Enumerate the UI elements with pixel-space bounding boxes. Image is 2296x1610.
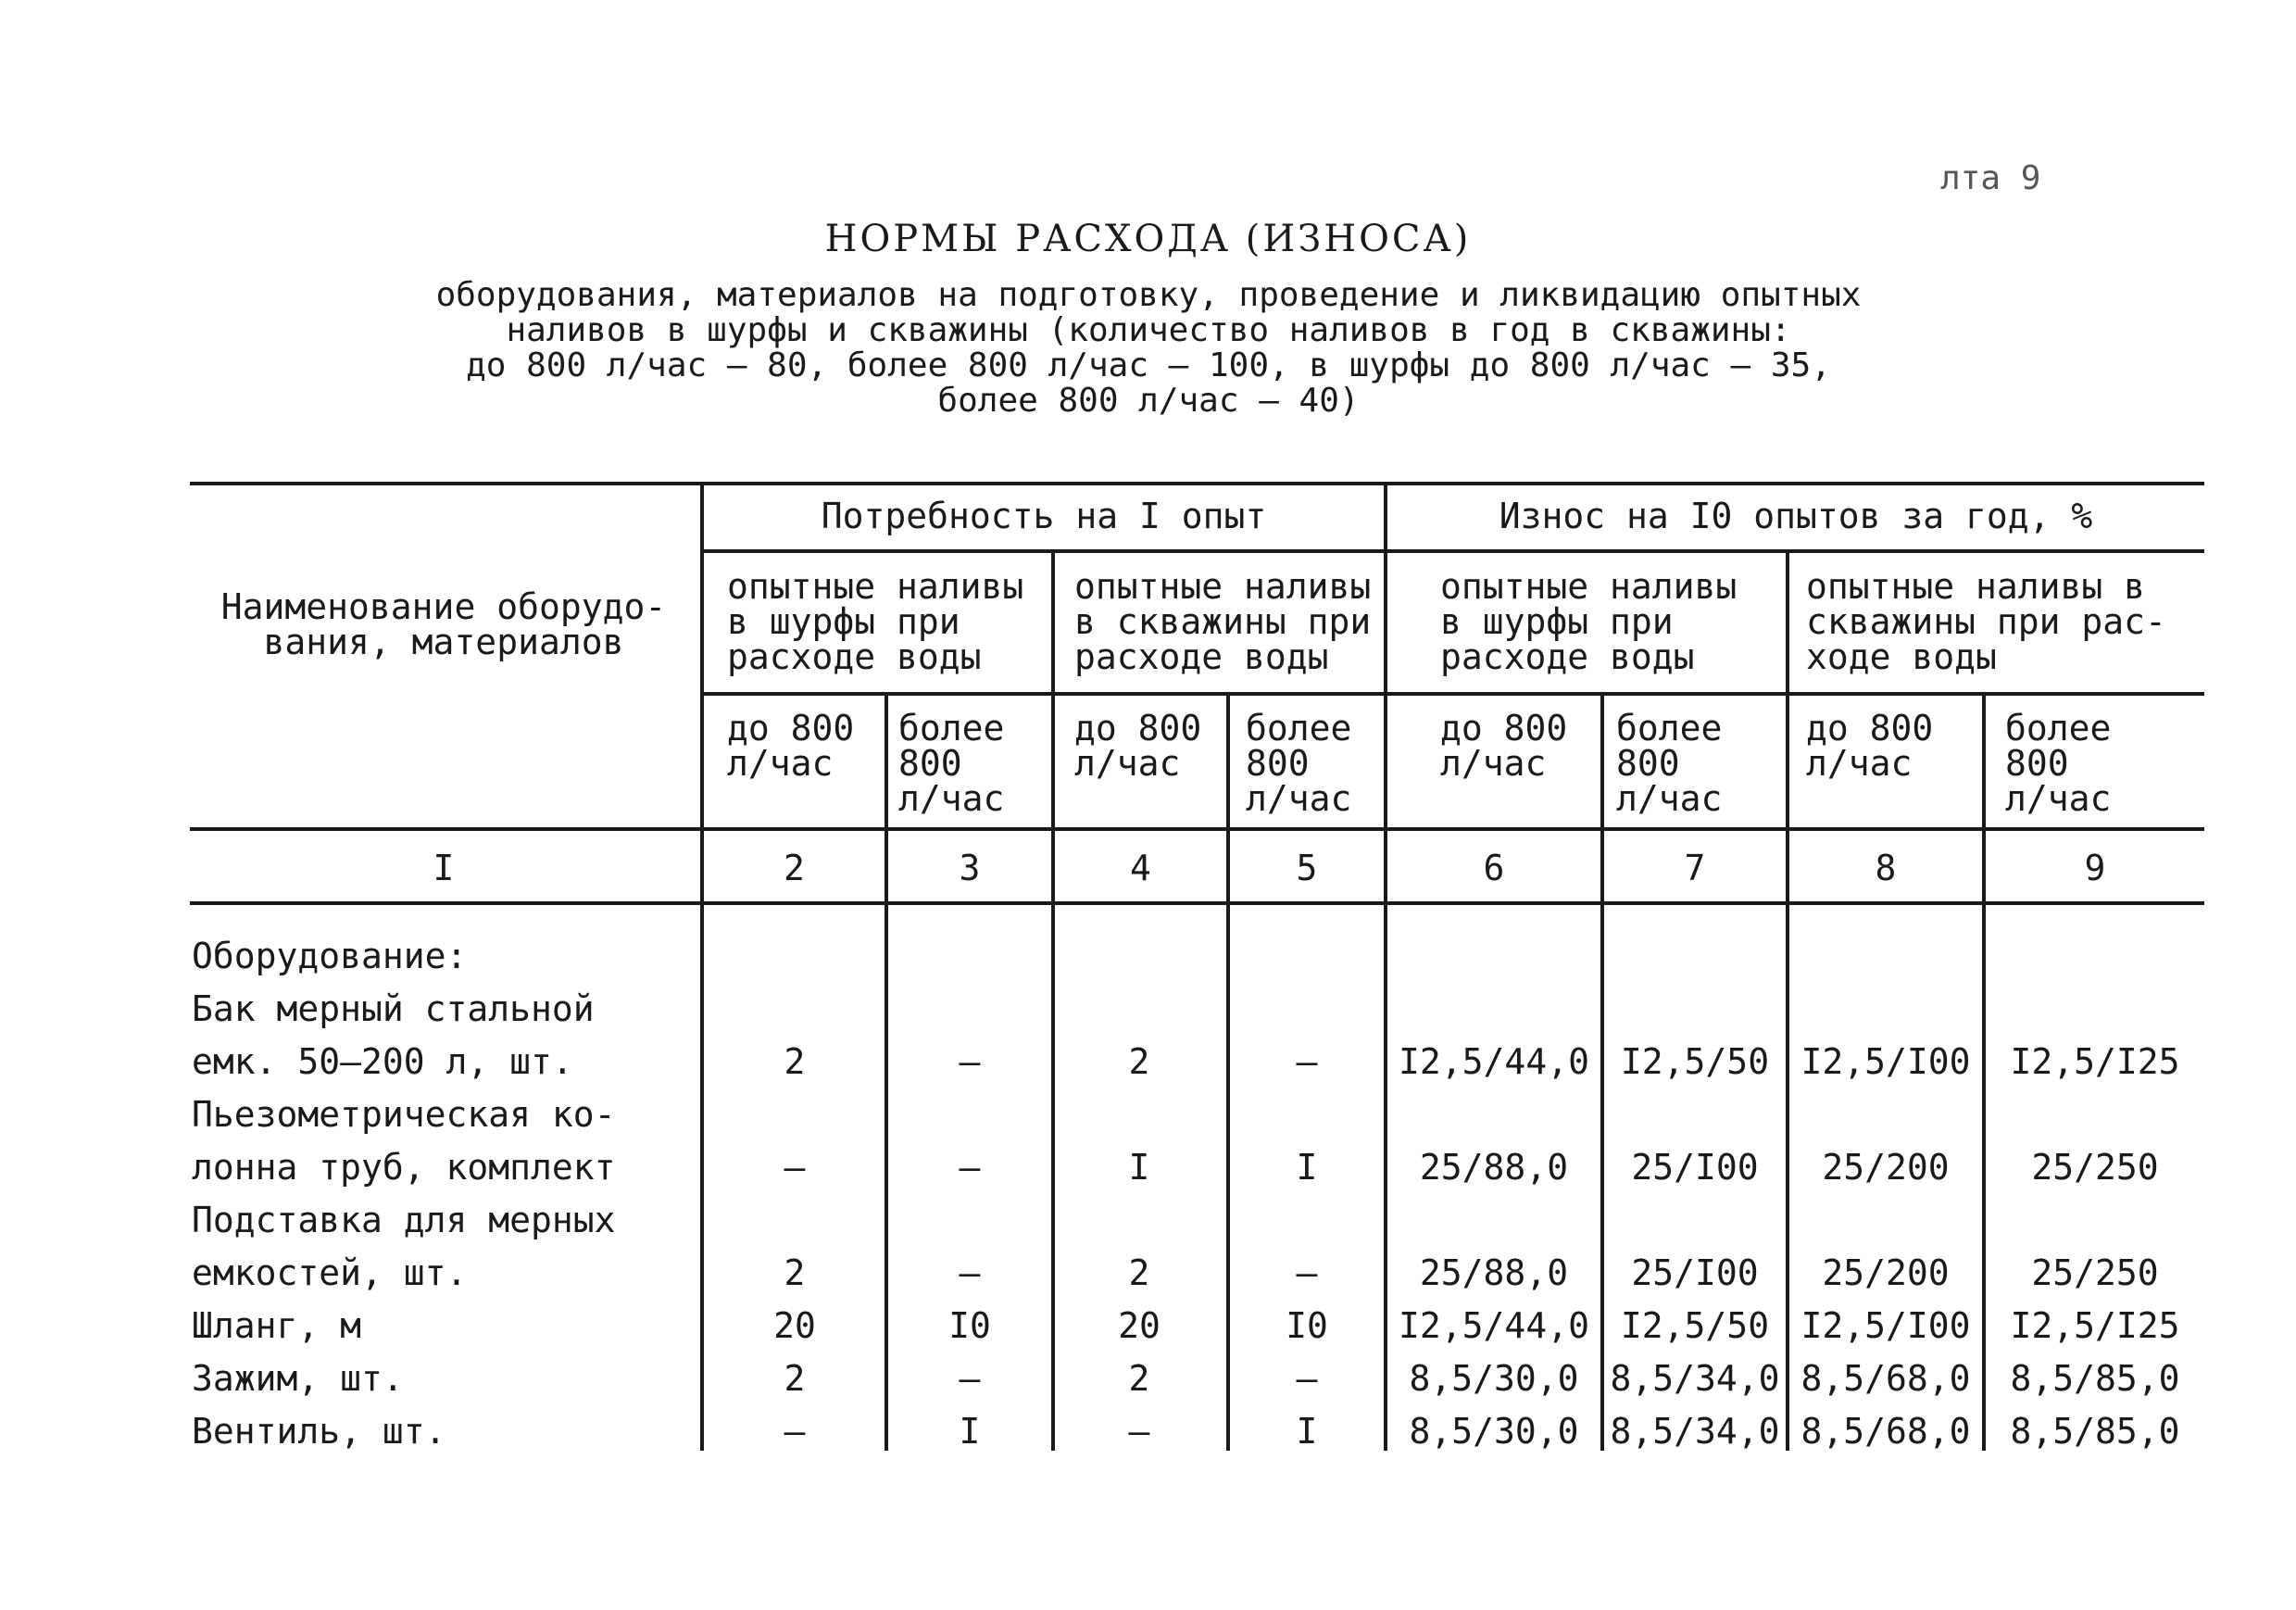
rate-col-8: до 800 л/час [1806, 708, 1934, 784]
table-cell: 2 [784, 1358, 806, 1399]
row-name-line: емк. 50–200 л, шт. [192, 1041, 573, 1082]
table-cell: 20 [773, 1305, 816, 1346]
table-cell: 25/I00 [1631, 1147, 1759, 1188]
table-cell: I2,5/50 [1620, 1041, 1770, 1082]
column-number: I [433, 848, 455, 888]
table-cell: 20 [1118, 1305, 1161, 1346]
document-title: НОРМЫ РАСХОДА (ИЗНОСА) [824, 218, 1472, 260]
column-number: 8 [1875, 848, 1897, 888]
table-cell: I2,5/I00 [1800, 1305, 1971, 1346]
subgroup-1: опытные наливы в шурфы при расходе воды [727, 566, 1024, 677]
rate-col-9: более 800 л/час [2005, 708, 2112, 819]
row-name-line: Шланг, м [192, 1305, 362, 1346]
column-number: 6 [1483, 848, 1505, 888]
row-name-line: емкостей, шт. [192, 1252, 468, 1293]
table-cell: 25/88,0 [1419, 1147, 1569, 1188]
table-cell: – [959, 1358, 981, 1399]
table-cell: 8,5/68,0 [1800, 1358, 1971, 1399]
page-number: лта 9 [1940, 159, 2041, 197]
rate-col-2: до 800 л/час [727, 708, 855, 784]
table-cell: I2,5/44,0 [1399, 1305, 1589, 1346]
table-cell: 25/200 [1822, 1147, 1950, 1188]
col-divider-5 [1384, 482, 1387, 1451]
subgroup-3: опытные наливы в шурфы при расходе воды [1440, 566, 1738, 677]
column-number: 4 [1130, 848, 1151, 888]
table-cell: I [1296, 1147, 1318, 1188]
row-name-line: Бак мерный стальной [192, 988, 595, 1029]
subgroup-4: опытные наливы в скважины при рас- ходе воды [1806, 566, 2166, 677]
table-cell: I2,5/50 [1620, 1305, 1770, 1346]
table-cell: I0 [1286, 1305, 1328, 1346]
document-subtitle: оборудования, материалов на подготовку, проведение и ликвидацию опытных наливов в шурфы и скважины (количество наливов в год в скважины: до 800 л/час – 80, более 800 л/час – 100, в шурфы до 800 л/час – 35, более 800 л/час – 40) [435, 276, 1862, 420]
table-cell: 25/200 [1822, 1252, 1950, 1293]
table-cell: 8,5/85,0 [2010, 1411, 2180, 1452]
rule-numbers-bottom [190, 901, 2204, 905]
section-heading: Оборудование: [192, 936, 468, 976]
rule-group [702, 549, 2204, 553]
table-cell: I2,5/I00 [1800, 1041, 1971, 1082]
row-name-line: Пьезометрическая ко- [192, 1094, 616, 1135]
table-cell: – [784, 1411, 806, 1452]
table-cell: 2 [784, 1252, 806, 1293]
table-cell: 8,5/68,0 [1800, 1411, 1971, 1452]
table-cell: 8,5/34,0 [1610, 1411, 1780, 1452]
table-cell: 2 [1128, 1358, 1150, 1399]
table-cell: 25/250 [2031, 1147, 2159, 1188]
table-cell: I2,5/44,0 [1399, 1041, 1589, 1082]
table-cell: 8,5/30,0 [1409, 1411, 1579, 1452]
header-group-wear: Износ на I0 опытов за год, % [1499, 496, 2093, 536]
rule-subgroup [702, 692, 2204, 696]
table-cell: I0 [948, 1305, 991, 1346]
column-number: 7 [1684, 848, 1706, 888]
table-cell: I2,5/I25 [2010, 1305, 2180, 1346]
column-number: 3 [959, 848, 981, 888]
table-cell: – [1296, 1358, 1318, 1399]
table-cell: – [959, 1252, 981, 1293]
column-number: 5 [1296, 848, 1318, 888]
table-cell: 8,5/34,0 [1610, 1358, 1780, 1399]
rate-col-4: до 800 л/час [1074, 708, 1202, 784]
table-cell: – [1296, 1041, 1318, 1082]
rate-col-6: до 800 л/час [1440, 708, 1568, 784]
rate-col-5: более 800 л/час [1246, 708, 1352, 819]
table-cell: – [784, 1147, 806, 1188]
table-cell: I [1128, 1147, 1150, 1188]
header-name: Наименование оборудо- вания, материалов [220, 586, 667, 662]
rate-col-3: более 800 л/час [898, 708, 1005, 819]
row-name-line: Вентиль, шт. [192, 1411, 446, 1452]
table-cell: I [1296, 1411, 1318, 1452]
rule-top [190, 482, 2204, 485]
table-cell: 2 [1128, 1252, 1150, 1293]
table-cell: 8,5/30,0 [1409, 1358, 1579, 1399]
table-cell: 25/250 [2031, 1252, 2159, 1293]
table-cell: 25/88,0 [1419, 1252, 1569, 1293]
column-number: 9 [2084, 848, 2106, 888]
table-cell: I2,5/I25 [2010, 1041, 2180, 1082]
table-cell: 2 [1128, 1041, 1150, 1082]
column-number: 2 [784, 848, 805, 888]
table-cell: 25/I00 [1631, 1252, 1759, 1293]
rate-col-7: более 800 л/час [1616, 708, 1723, 819]
header-group-need: Потребность на I опыт [821, 496, 1267, 536]
table-cell: I [959, 1411, 981, 1452]
table-cell: – [959, 1041, 981, 1082]
subgroup-2: опытные наливы в скважины при расходе воды [1074, 566, 1372, 677]
table-cell: – [1128, 1411, 1150, 1452]
table-cell: 2 [784, 1041, 806, 1082]
rule-header-bottom [190, 827, 2204, 831]
row-name-line: Зажим, шт. [192, 1358, 404, 1399]
row-name-line: Подставка для мерных [192, 1200, 616, 1240]
row-name-line: лонна труб, комплект [192, 1147, 616, 1188]
table-cell: 8,5/85,0 [2010, 1358, 2180, 1399]
table-cell: – [1296, 1252, 1318, 1293]
table-cell: – [959, 1147, 981, 1188]
col-divider-1 [700, 482, 704, 1451]
